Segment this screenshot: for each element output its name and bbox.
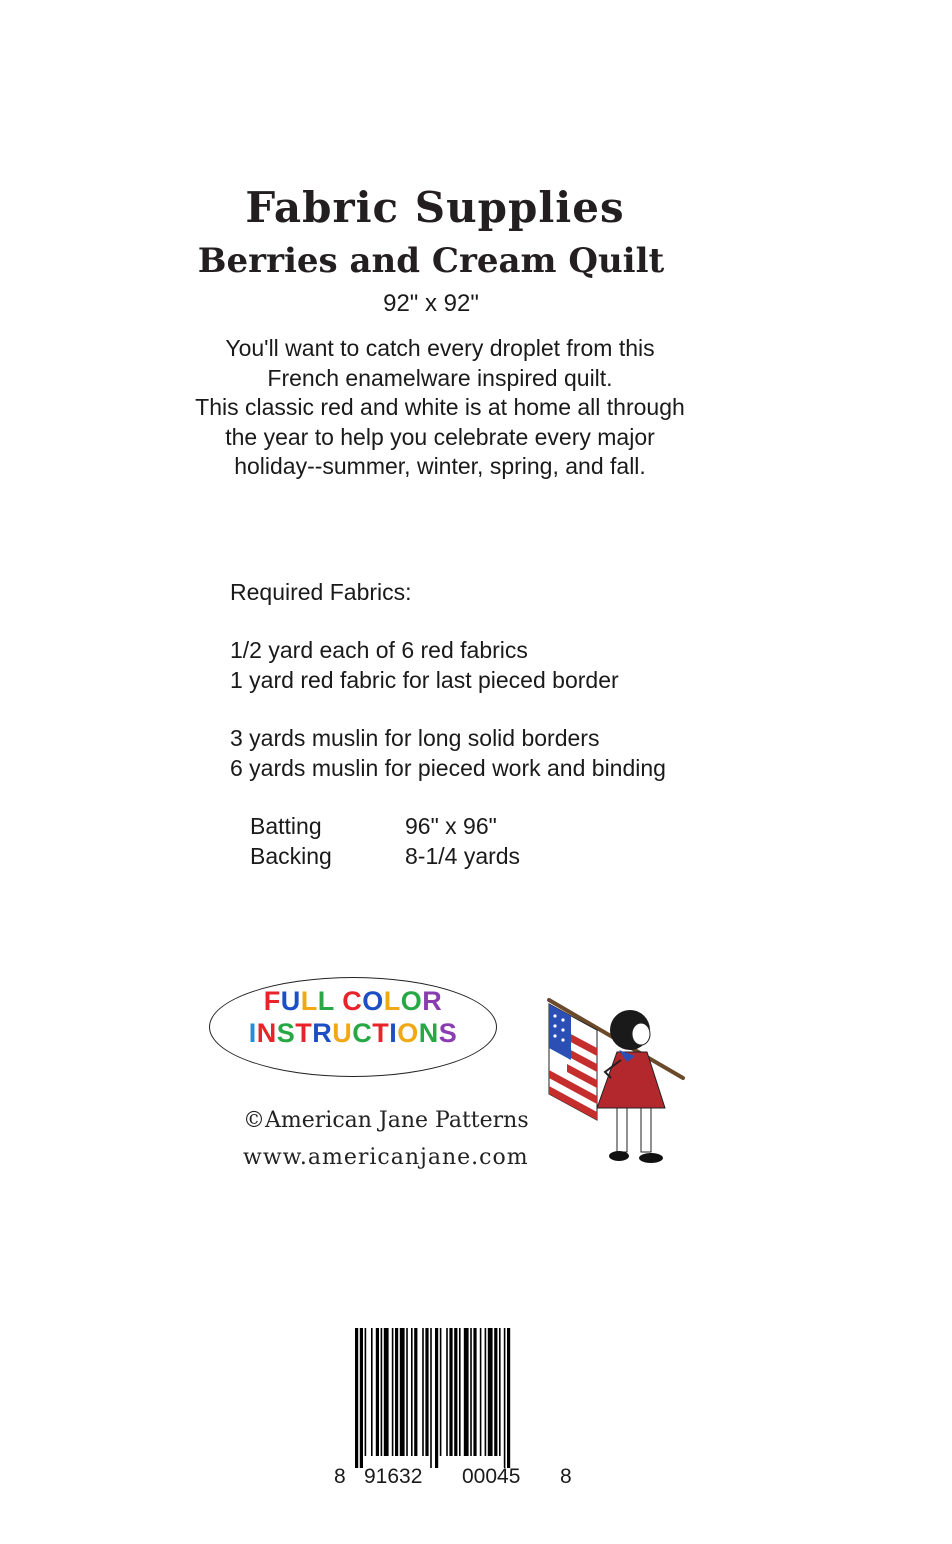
- badge-letter: S: [438, 1018, 458, 1048]
- quilt-dimensions: 92" x 92": [383, 290, 479, 317]
- backing-label: Backing: [250, 843, 332, 869]
- barcode-bar: [425, 1328, 428, 1456]
- barcode-bar: [384, 1328, 389, 1456]
- description: [0, 334, 880, 482]
- barcode-bar: [504, 1328, 506, 1468]
- barcode-bar: [473, 1328, 476, 1456]
- badge-letter: O: [362, 986, 384, 1016]
- required-fabrics-label: Required Fabrics:: [230, 579, 412, 605]
- full-color-badge: [209, 985, 497, 1049]
- fabric-item: 6 yards muslin for pieced work and binding: [230, 755, 666, 781]
- badge-letter: C: [352, 1018, 373, 1048]
- barcode-bar: [392, 1328, 394, 1456]
- badge-letter: F: [263, 986, 281, 1016]
- barcode-bar: [355, 1328, 358, 1468]
- barcode-bar: [414, 1328, 417, 1456]
- barcode-bar: [499, 1328, 501, 1456]
- barcode-digit-right: 8: [560, 1465, 572, 1488]
- barcode-bar: [395, 1328, 398, 1456]
- barcode-bar: [406, 1328, 408, 1456]
- page-title: Fabric Supplies: [245, 183, 625, 232]
- quilt-name: Berries and Cream Quilt: [197, 241, 665, 281]
- barcode-bar: [435, 1328, 438, 1468]
- barcode-bar: [459, 1328, 461, 1456]
- badge-letter: T: [372, 1018, 390, 1048]
- barcode-bar: [376, 1328, 379, 1456]
- barcode-bar: [381, 1328, 383, 1456]
- description-line: This classic red and white is at home all through: [195, 394, 685, 420]
- batting-label: Batting: [250, 813, 322, 839]
- description-line: You'll want to catch every droplet from this: [225, 335, 655, 361]
- barcode-bar: [365, 1328, 367, 1456]
- barcode-bar: [488, 1328, 493, 1456]
- copyright: ©American Jane Patterns: [243, 1108, 529, 1133]
- barcode-digit-left: 8: [334, 1465, 346, 1488]
- badge-letter: O: [400, 986, 423, 1016]
- fabric-item: 1 yard red fabric for last pieced border: [230, 667, 619, 693]
- badge-letter: U: [280, 986, 301, 1016]
- badge-letter: L: [317, 986, 335, 1016]
- badge-letter: N: [256, 1018, 277, 1048]
- badge-letter: T: [295, 1018, 313, 1048]
- barcode-bar: [430, 1328, 432, 1468]
- badge-letter: U: [332, 1018, 353, 1048]
- backing-value: 8-1/4 yards: [405, 843, 521, 869]
- barcode-bar: [371, 1328, 373, 1456]
- barcode-bar: [485, 1328, 487, 1456]
- barcode-digits-group-2: 00045: [462, 1465, 521, 1488]
- description-line: French enamelware inspired quilt.: [267, 364, 613, 391]
- badge-letter: S: [276, 1018, 296, 1048]
- badge-letter: N: [418, 1018, 439, 1048]
- badge-letter: O: [397, 1018, 419, 1048]
- barcode-digits-group-1: 91632: [364, 1465, 423, 1488]
- fabric-item: 1/2 yard each of 6 red fabrics: [230, 637, 528, 663]
- batting-backing-table: [250, 811, 520, 871]
- badge-letter: I: [248, 1018, 257, 1048]
- muslin-fabrics-list: [230, 723, 666, 783]
- barcode-bar: [470, 1328, 472, 1456]
- badge-line-2: [209, 1017, 497, 1049]
- fabric-item: 3 yards muslin for long solid borders: [230, 725, 600, 751]
- badge-letter: R: [312, 1018, 333, 1048]
- girl-with-flag-illustration: [535, 990, 690, 1175]
- barcode-bar: [422, 1328, 424, 1456]
- barcode-bar: [411, 1328, 413, 1456]
- barcode-bar: [446, 1328, 448, 1456]
- badge-letter: L: [383, 986, 401, 1016]
- badge-line-1: [209, 985, 497, 1017]
- barcode: [355, 1328, 557, 1468]
- website-link[interactable]: www.americanjane.com: [243, 1145, 529, 1170]
- red-fabrics-list: [230, 635, 619, 695]
- barcode-bar: [360, 1328, 363, 1468]
- description-line: the year to help you celebrate every major: [225, 423, 655, 450]
- barcode-bar: [454, 1328, 457, 1456]
- badge-letter: I: [389, 1018, 398, 1048]
- backing-row: [250, 841, 520, 871]
- barcode-bar: [494, 1328, 497, 1456]
- barcode-bar: [480, 1328, 482, 1456]
- barcode-bar: [440, 1328, 442, 1456]
- batting-row: [250, 811, 520, 841]
- barcode-bar: [449, 1328, 452, 1456]
- barcode-bar: [400, 1328, 405, 1456]
- badge-letter: C: [342, 986, 363, 1016]
- batting-value: 96" x 96": [405, 813, 497, 839]
- badge-letter: L: [300, 986, 318, 1016]
- badge-letter: R: [422, 986, 443, 1016]
- barcode-bar: [507, 1328, 510, 1468]
- barcode-bar: [464, 1328, 469, 1456]
- description-line: holiday--summer, winter, spring, and fall.: [234, 453, 646, 479]
